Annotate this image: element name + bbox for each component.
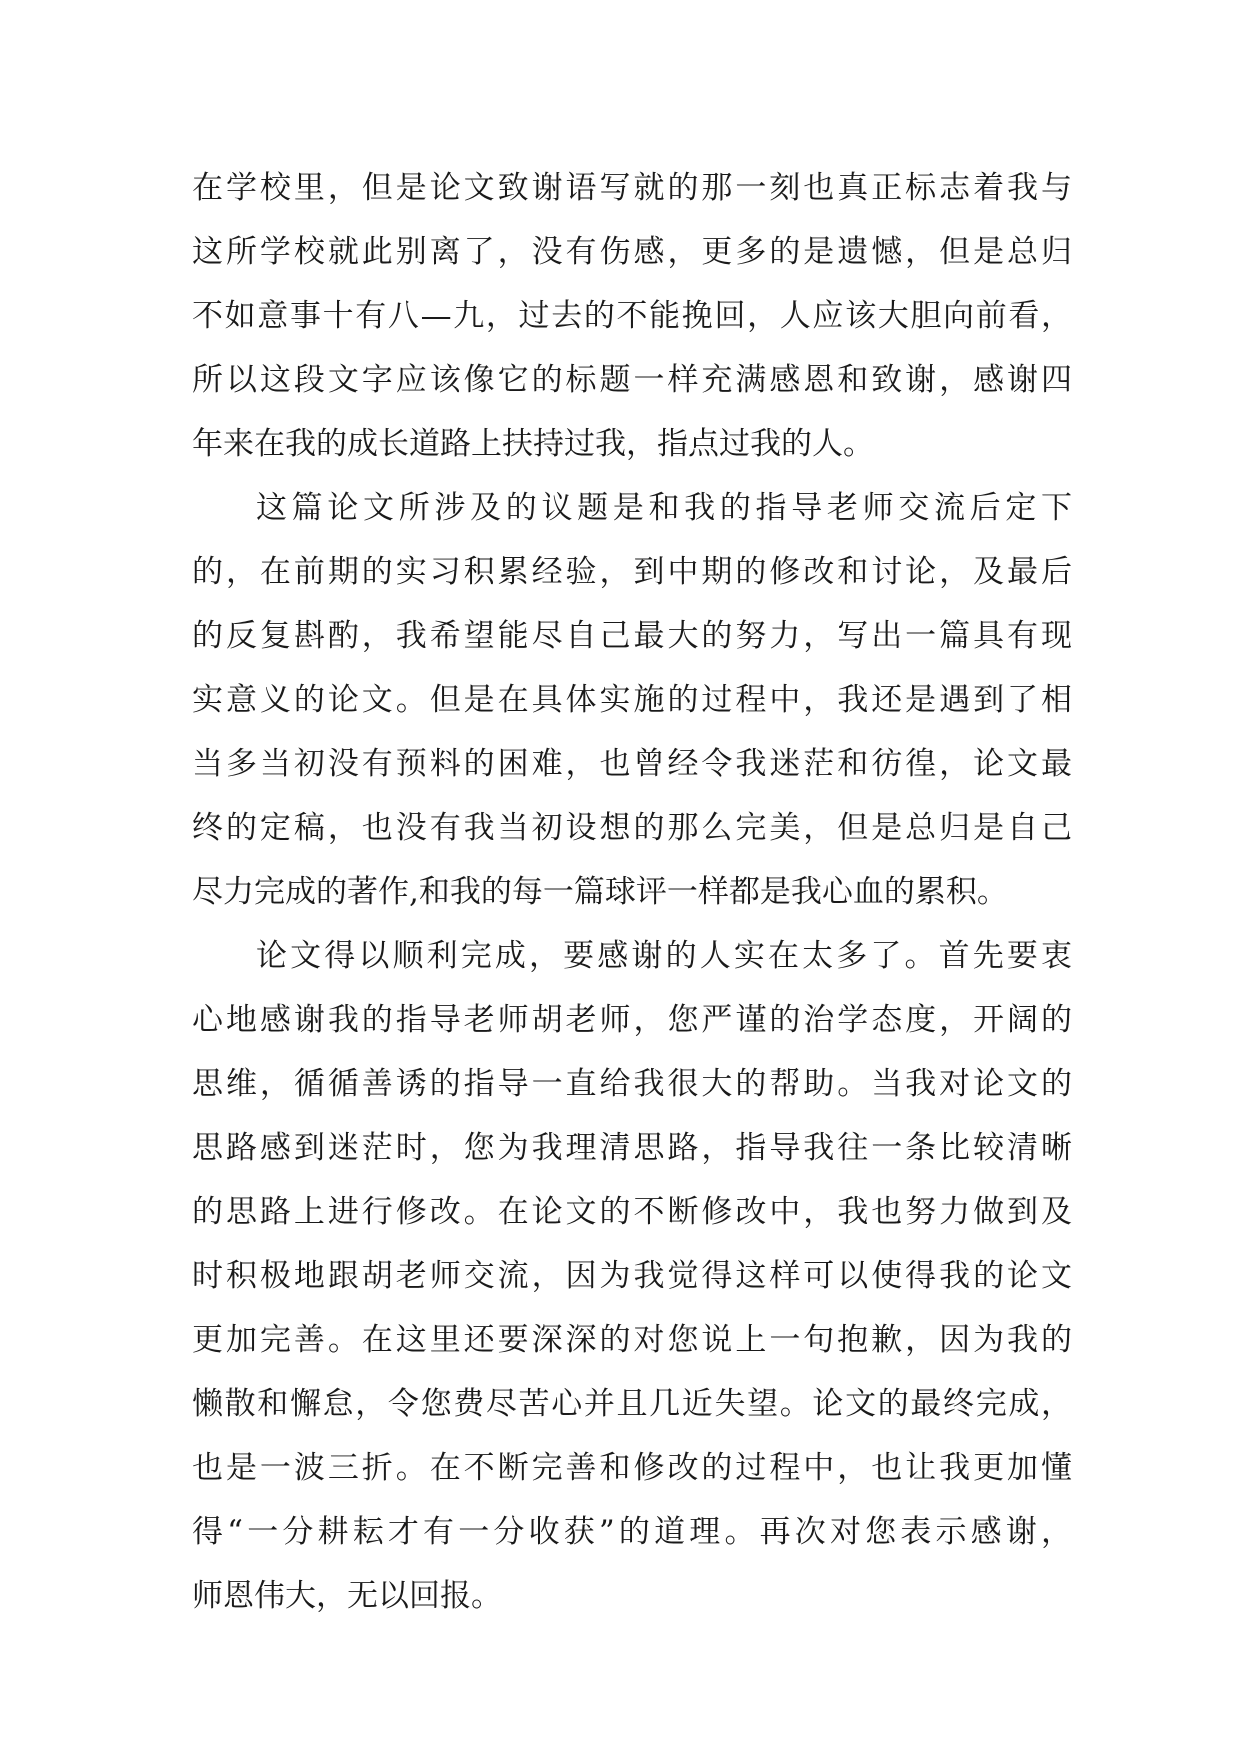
text-line: 得“一分耕耘才有一分收获”的道理。再次对您表示感谢， xyxy=(192,1514,1072,1550)
text-line: 的思路上进行修改。在论文的不断修改中，我也努力做到及 xyxy=(192,1194,1072,1230)
body-text xyxy=(192,156,1072,1628)
text-line: 不如意事十有八—九，过去的不能挽回，人应该大胆向前看， xyxy=(192,298,1072,334)
text-line: 思路感到迷茫时，您为我理清思路，指导我往一条比较清晰 xyxy=(192,1130,1072,1166)
text-line: 所以这段文字应该像它的标题一样充满感恩和致谢，感谢四 xyxy=(192,362,1072,398)
paragraph-first-line: 论文得以顺利完成，要感谢的人实在太多了。首先要衷 xyxy=(256,938,1072,974)
text-line: 的，在前期的实习积累经验，到中期的修改和讨论，及最后 xyxy=(192,554,1072,590)
text-line: 更加完善。在这里还要深深的对您说上一句抱歉，因为我的 xyxy=(192,1322,1072,1358)
text-line: 年来在我的成长道路上扶持过我，指点过我的人。 xyxy=(192,426,874,462)
text-line: 也是一波三折。在不断完善和修改的过程中，也让我更加懂 xyxy=(192,1450,1072,1486)
text-line: 当多当初没有预料的困难，也曾经令我迷茫和彷徨，论文最 xyxy=(192,746,1072,782)
text-line: 心地感谢我的指导老师胡老师，您严谨的治学态度，开阔的 xyxy=(192,1002,1072,1038)
text-line: 实意义的论文。但是在具体实施的过程中，我还是遇到了相 xyxy=(192,682,1072,718)
text-line: 懒散和懈怠，令您费尽苦心并且几近失望。论文的最终完成， xyxy=(192,1386,1072,1422)
paragraph-first-line: 这篇论文所涉及的议题是和我的指导老师交流后定下 xyxy=(256,490,1072,526)
text-line: 终的定稿，也没有我当初设想的那么完美，但是总归是自己 xyxy=(192,810,1072,846)
text-line: 思维，循循善诱的指导一直给我很大的帮助。当我对论文的 xyxy=(192,1066,1072,1102)
text-line: 这所学校就此别离了，没有伤感，更多的是遗憾，但是总归 xyxy=(192,234,1072,270)
text-line: 时积极地跟胡老师交流，因为我觉得这样可以使得我的论文 xyxy=(192,1258,1072,1294)
text-line: 在学校里，但是论文致谢语写就的那一刻也真正标志着我与 xyxy=(192,170,1072,206)
text-line: 师恩伟大，无以回报。 xyxy=(192,1578,502,1614)
text-line: 的反复斟酌，我希望能尽自己最大的努力，写出一篇具有现 xyxy=(192,618,1072,654)
text-line: 尽力完成的著作,和我的每一篇球评一样都是我心血的累积。 xyxy=(192,874,1008,910)
